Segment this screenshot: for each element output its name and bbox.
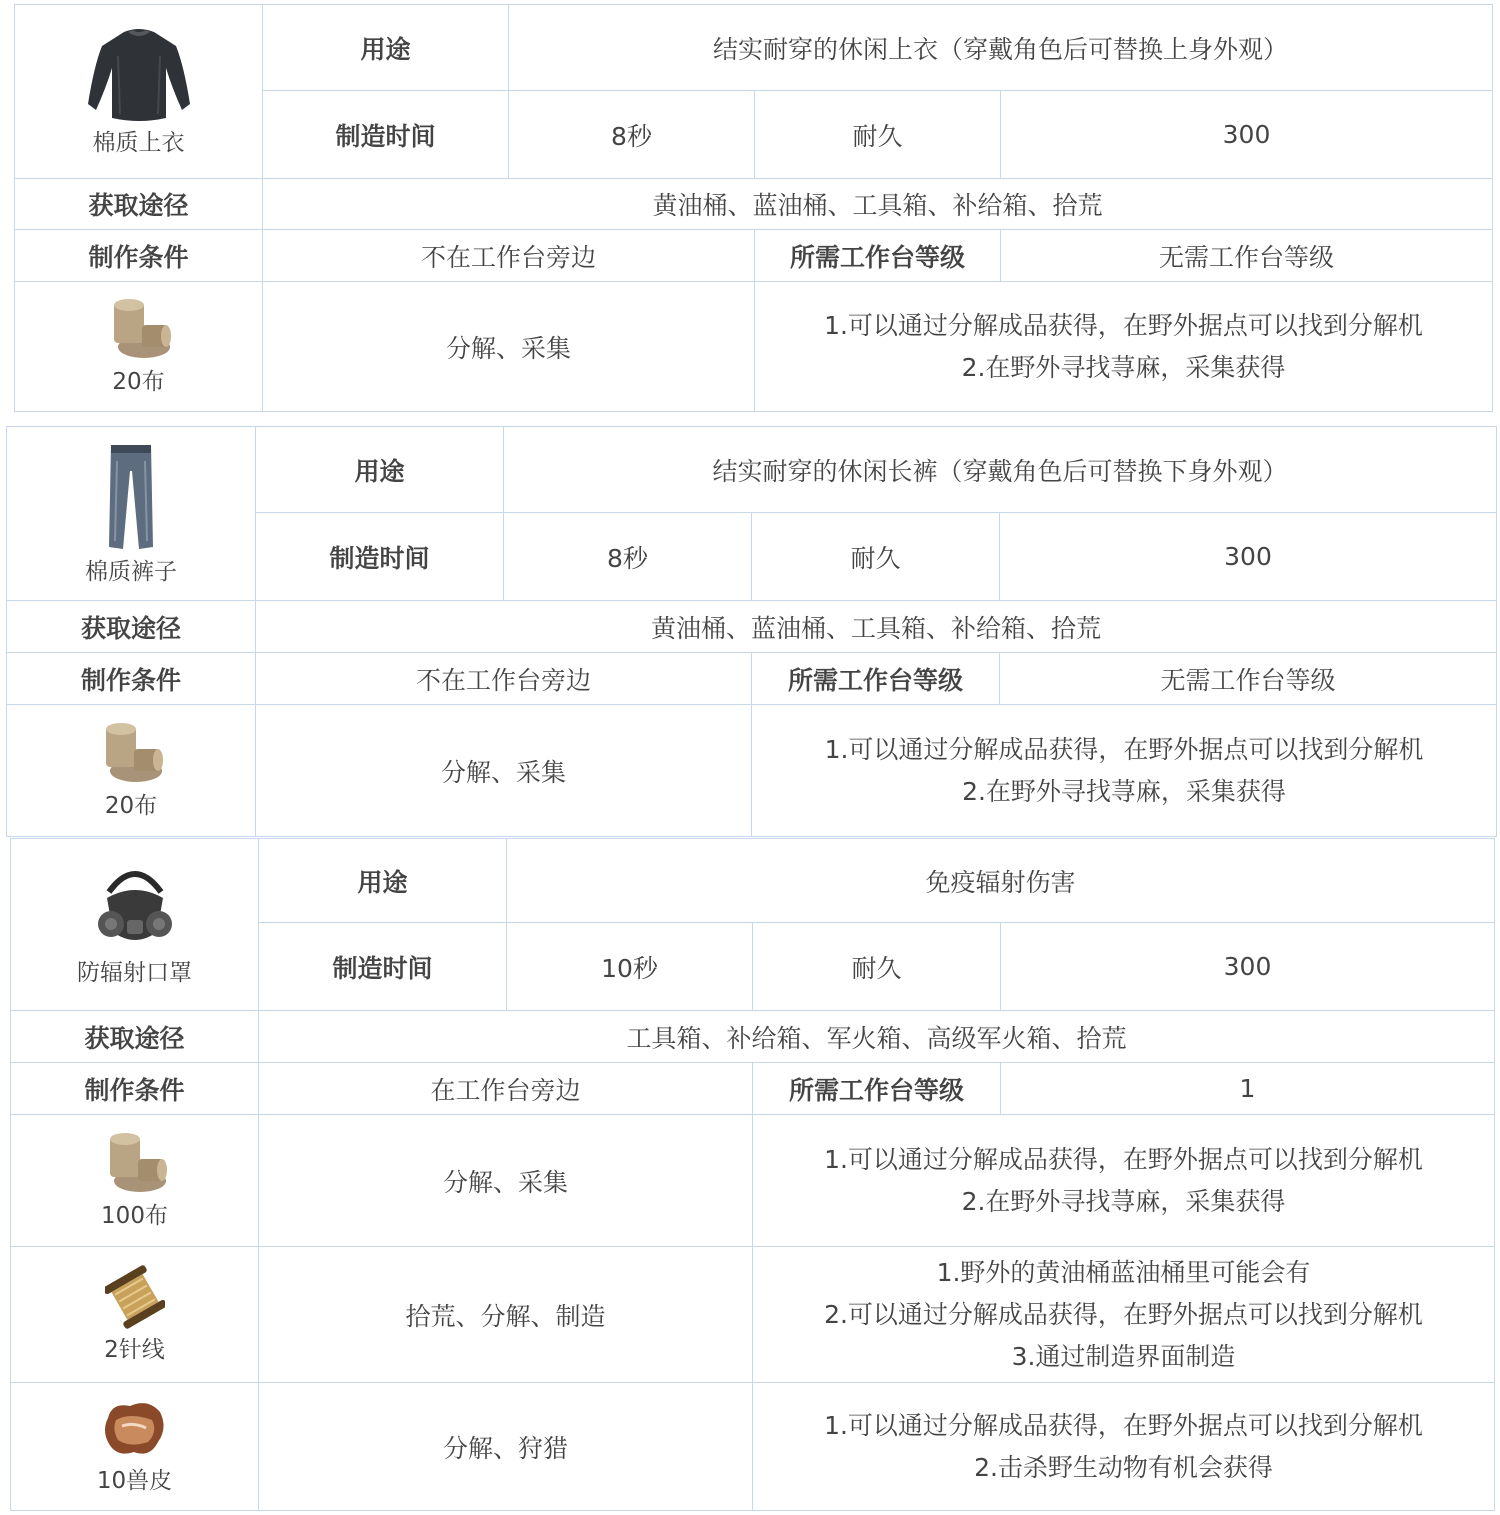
bench-level-value: 无需工作台等级 [1001,230,1493,282]
material-cell [11,1247,259,1383]
material-note: 1.野外的黄油桶蓝油桶里可能会有 [936,1257,1311,1287]
material-note: 2.在野外寻找荨麻，采集获得 [961,352,1286,382]
bench-level-value: 1 [1001,1063,1495,1115]
label-obtain: 获取途径 [11,1011,259,1063]
item-name: 棉质裤子 [85,559,177,585]
label-bench-level: 所需工作台等级 [755,230,1001,282]
gas-mask-icon [95,862,175,952]
label-craft-condition: 制作条件 [11,1063,259,1115]
material-label: 20布 [104,793,158,819]
material-notes [753,1115,1495,1247]
material-source: 分解、狩猎 [259,1383,753,1511]
label-durability: 耐久 [753,923,1001,1011]
item-icon-cell [11,839,259,1011]
animal-hide-icon [100,1398,170,1460]
durability-value: 300 [1001,91,1493,179]
craft-time-value: 10秒 [507,923,753,1011]
material-note: 1.可以通过分解成品获得，在野外据点可以找到分解机 [824,734,1424,764]
bench-level-value: 无需工作台等级 [1000,653,1497,705]
material-source: 分解、采集 [256,705,752,837]
cloth-roll-icon [104,297,174,361]
material-note: 1.可以通过分解成品获得，在野外据点可以找到分解机 [824,1410,1423,1440]
item-table-pants [6,426,1497,837]
material-label: 20布 [112,369,165,395]
material-notes [753,1383,1495,1511]
material-note: 3.通过制造界面制造 [1011,1341,1236,1371]
material-note: 2.在野外寻找荨麻，采集获得 [961,1186,1286,1216]
shirt-icon [84,26,194,122]
material-note: 2.在野外寻找荨麻，采集获得 [962,776,1286,806]
item-name: 棉质上衣 [92,130,185,156]
label-durability: 耐久 [752,513,1000,601]
obtain-value: 黄油桶、蓝油桶、工具箱、补给箱、拾荒 [263,179,1493,230]
material-cell [11,1383,259,1511]
material-source: 分解、采集 [263,282,755,412]
obtain-value: 黄油桶、蓝油桶、工具箱、补给箱、拾荒 [256,601,1497,653]
label-craft-condition: 制作条件 [7,653,256,705]
durability-value: 300 [1001,923,1495,1011]
material-notes [752,705,1497,837]
label-use: 用途 [263,5,509,91]
label-craft-time: 制造时间 [256,513,504,601]
use-value: 结实耐穿的休闲长裤（穿戴角色后可替换下身外观） [504,427,1497,513]
material-cell [7,705,256,837]
pants-icon [101,441,161,551]
material-note: 2.可以通过分解成品获得，在野外据点可以找到分解机 [824,1299,1423,1329]
material-label: 100布 [101,1203,168,1229]
material-notes [755,282,1493,412]
item-name: 防辐射口罩 [77,960,192,986]
material-source: 拾荒、分解、制造 [259,1247,753,1383]
material-notes [753,1247,1495,1383]
label-craft-time: 制造时间 [259,923,507,1011]
label-obtain: 获取途径 [15,179,263,230]
label-use: 用途 [259,839,507,923]
craft-time-value: 8秒 [504,513,752,601]
label-obtain: 获取途径 [7,601,256,653]
cloth-roll-icon [100,1131,170,1195]
label-durability: 耐久 [755,91,1001,179]
material-source: 分解、采集 [259,1115,753,1247]
condition-value: 在工作台旁边 [259,1063,753,1115]
label-use: 用途 [256,427,504,513]
condition-value: 不在工作台旁边 [256,653,752,705]
item-icon-cell [7,427,256,601]
item-table-gas-mask [10,838,1495,1511]
label-craft-time: 制造时间 [263,91,509,179]
material-cell [15,282,263,412]
material-note: 1.可以通过分解成品获得，在野外据点可以找到分解机 [824,310,1423,340]
material-cell [11,1115,259,1247]
condition-value: 不在工作台旁边 [263,230,755,282]
use-value: 免疫辐射伤害 [507,839,1495,923]
label-bench-level: 所需工作台等级 [752,653,1000,705]
material-label: 2针线 [104,1337,165,1363]
item-icon-cell [15,5,263,179]
durability-value: 300 [1000,513,1497,601]
craft-time-value: 8秒 [509,91,755,179]
label-craft-condition: 制作条件 [15,230,263,282]
thread-spool-icon [105,1265,165,1329]
material-note: 2.击杀野生动物有机会获得 [974,1452,1273,1482]
use-value: 结实耐穿的休闲上衣（穿戴角色后可替换上身外观） [509,5,1493,91]
obtain-value: 工具箱、补给箱、军火箱、高级军火箱、拾荒 [259,1011,1495,1063]
item-table-shirt [14,4,1493,412]
material-note: 1.可以通过分解成品获得，在野外据点可以找到分解机 [824,1144,1423,1174]
label-bench-level: 所需工作台等级 [753,1063,1001,1115]
cloth-roll-icon [96,721,166,785]
material-label: 10兽皮 [96,1468,173,1494]
